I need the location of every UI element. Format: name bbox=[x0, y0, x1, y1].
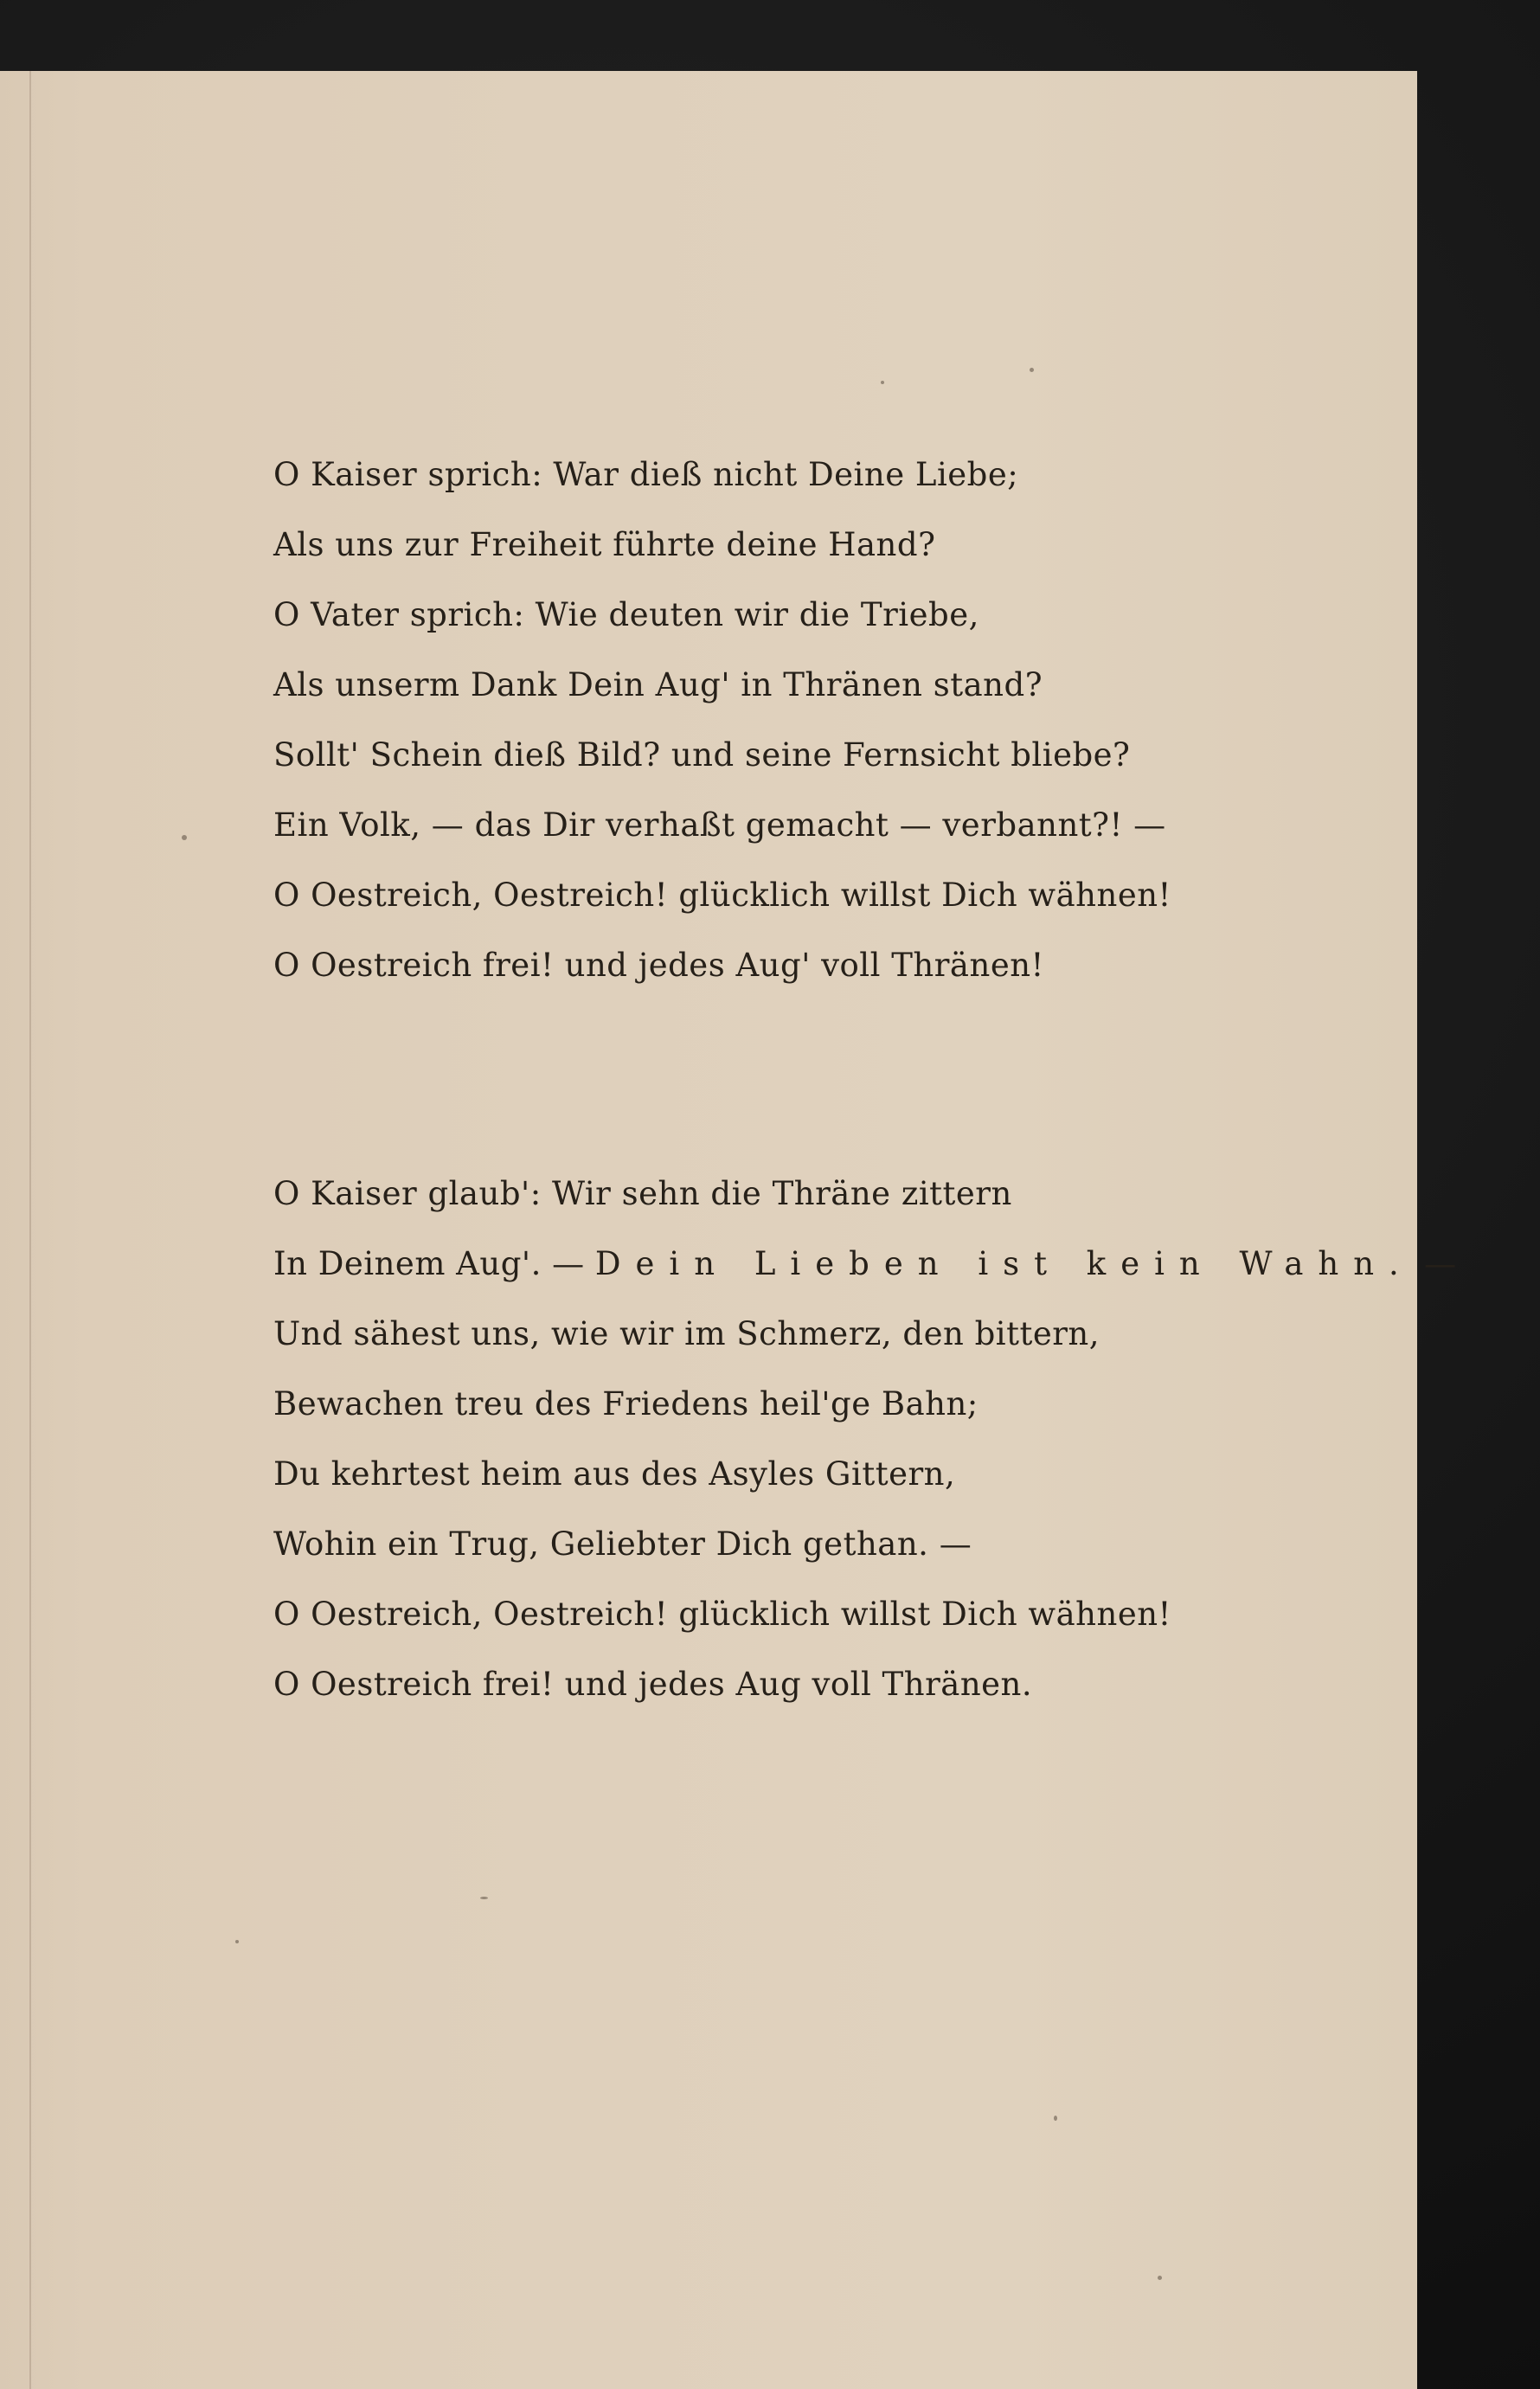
page-fold-edge bbox=[29, 71, 31, 2389]
verse-line: Als unserm Dank Dein Aug' in Thränen stand? bbox=[273, 666, 1043, 703]
verse-line: Ein Volk, — das Dir verhaßt gemacht — verbannt?! — bbox=[273, 806, 1166, 844]
stanza-2 bbox=[273, 1159, 1457, 1719]
stanza-1 bbox=[273, 440, 1355, 1000]
verse-line-spaced-emphasis: Dein Lieben ist kein Wahn. bbox=[594, 1245, 1414, 1282]
verse-line: O Oestreich frei! und jedes Aug voll Thränen. bbox=[273, 1666, 1033, 1703]
verse-line: Du kehrtest heim aus des Asyles Gittern, bbox=[273, 1455, 956, 1493]
verse-line-start: In Deinem Aug'. — bbox=[273, 1245, 585, 1282]
verse-line: Wohin ein Trug, Geliebter Dich gethan. — bbox=[273, 1525, 972, 1563]
paper-speck bbox=[1054, 2116, 1057, 2121]
verse-line: O Kaiser glaub': Wir sehn die Thräne zittern bbox=[273, 1175, 1012, 1212]
paper-speck bbox=[1158, 2276, 1162, 2280]
paper-speck bbox=[480, 1897, 488, 1899]
verse-line: Bewachen treu des Friedens heil'ge Bahn; bbox=[273, 1385, 979, 1422]
verse-line: Als uns zur Freiheit führte deine Hand? bbox=[273, 526, 936, 563]
verse-line-dash: — bbox=[1424, 1245, 1457, 1282]
verse-line: Und sähest uns, wie wir im Schmerz, den bittern, bbox=[273, 1315, 1100, 1352]
verse-line: O Oestreich, Oestreich! glücklich willst Dich wähnen! bbox=[273, 1596, 1171, 1633]
verse-line: O Oestreich frei! und jedes Aug' voll Thränen! bbox=[273, 947, 1044, 984]
verse-line: O Vater sprich: Wie deuten wir die Triebe, bbox=[273, 596, 979, 633]
verse-line: Sollt' Schein dieß Bild? und seine Fernsicht bliebe? bbox=[273, 736, 1131, 774]
verse-line: O Oestreich, Oestreich! glücklich willst Dich wähnen! bbox=[273, 877, 1171, 914]
paper-speck bbox=[235, 1940, 239, 1943]
paper-speck bbox=[881, 381, 884, 384]
verse-line: O Kaiser sprich: War dieß nicht Deine Liebe; bbox=[273, 456, 1019, 493]
verse-line bbox=[273, 1229, 1457, 1299]
paper-speck bbox=[182, 835, 187, 840]
paper-speck bbox=[1030, 368, 1034, 372]
